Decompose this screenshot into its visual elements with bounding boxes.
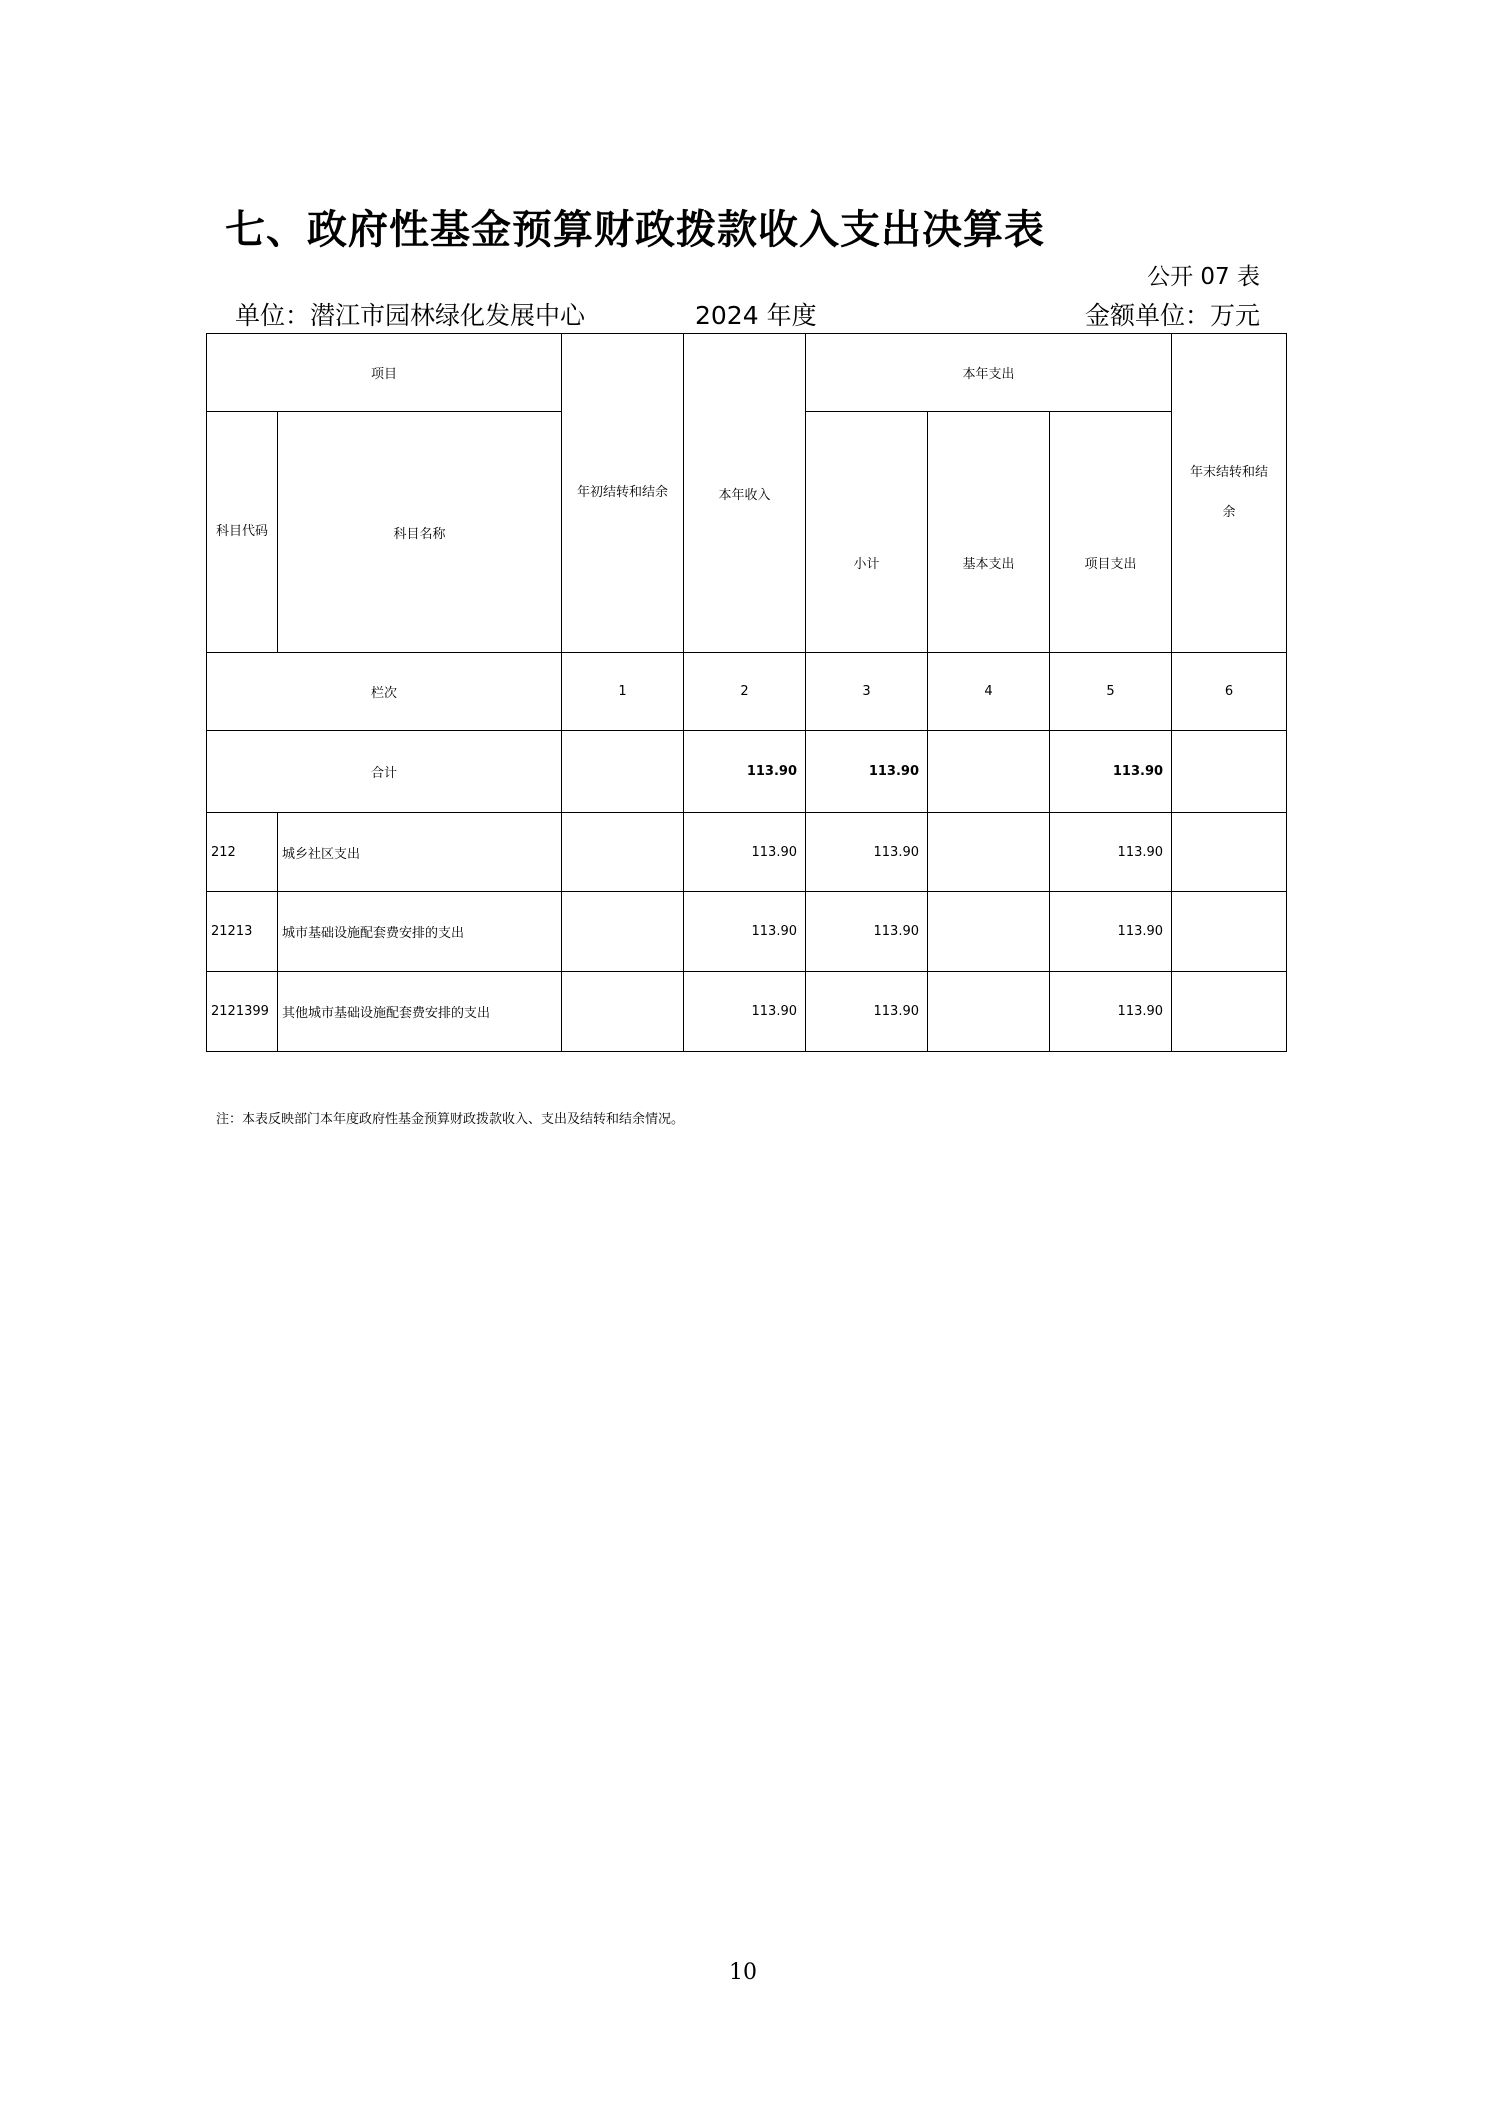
row-begin-balance bbox=[562, 972, 684, 1052]
row-begin-balance bbox=[562, 892, 684, 972]
header-end-balance: 年末结转和结余 bbox=[1172, 334, 1287, 653]
total-label: 合计 bbox=[207, 731, 562, 813]
row-name: 城市基础设施配套费安排的支出 bbox=[278, 892, 562, 972]
table-row bbox=[207, 972, 1287, 1052]
row-income: 113.90 bbox=[684, 972, 806, 1052]
page-number: 10 bbox=[729, 1960, 757, 1985]
header-income: 本年收入 bbox=[684, 334, 806, 653]
header-item: 项目 bbox=[207, 334, 562, 412]
total-project: 113.90 bbox=[1050, 731, 1172, 813]
total-income: 113.90 bbox=[684, 731, 806, 813]
row-project: 113.90 bbox=[1050, 813, 1172, 892]
header-expense-group: 本年支出 bbox=[806, 334, 1172, 412]
index-col-6: 6 bbox=[1172, 653, 1287, 731]
total-end-balance bbox=[1172, 731, 1287, 813]
budget-table bbox=[206, 333, 1287, 1052]
index-col-4: 4 bbox=[928, 653, 1050, 731]
row-income: 113.90 bbox=[684, 892, 806, 972]
row-end-balance bbox=[1172, 892, 1287, 972]
row-project: 113.90 bbox=[1050, 972, 1172, 1052]
header-code: 科目代码 bbox=[207, 412, 278, 653]
row-code: 212 bbox=[207, 813, 278, 892]
unit-label: 单位：潜江市园林绿化发展中心 bbox=[235, 301, 586, 330]
row-subtotal: 113.90 bbox=[806, 813, 928, 892]
row-end-balance bbox=[1172, 813, 1287, 892]
row-code: 2121399 bbox=[207, 972, 278, 1052]
header-row-1 bbox=[207, 334, 1287, 412]
row-basic bbox=[928, 892, 1050, 972]
row-income: 113.90 bbox=[684, 813, 806, 892]
total-row bbox=[207, 731, 1287, 813]
money-unit-label: 金额单位：万元 bbox=[1084, 301, 1260, 330]
total-begin-balance bbox=[562, 731, 684, 813]
index-row bbox=[207, 653, 1287, 731]
row-code: 21213 bbox=[207, 892, 278, 972]
table-row bbox=[207, 892, 1287, 972]
index-col-2: 2 bbox=[684, 653, 806, 731]
row-begin-balance bbox=[562, 813, 684, 892]
table-row bbox=[207, 813, 1287, 892]
header-project: 项目支出 bbox=[1050, 412, 1172, 653]
row-project: 113.90 bbox=[1050, 892, 1172, 972]
row-subtotal: 113.90 bbox=[806, 892, 928, 972]
total-basic bbox=[928, 731, 1050, 813]
row-subtotal: 113.90 bbox=[806, 972, 928, 1052]
form-number: 公开 07 表 bbox=[1147, 264, 1260, 290]
row-name: 城乡社区支出 bbox=[278, 813, 562, 892]
year-label: 2024 年度 bbox=[695, 301, 817, 330]
header-basic: 基本支出 bbox=[928, 412, 1050, 653]
index-label: 栏次 bbox=[207, 653, 562, 731]
page-title: 七、政府性基金预算财政拨款收入支出决算表 bbox=[225, 207, 1045, 253]
index-col-3: 3 bbox=[806, 653, 928, 731]
header-subtotal: 小计 bbox=[806, 412, 928, 653]
index-col-5: 5 bbox=[1050, 653, 1172, 731]
header-name: 科目名称 bbox=[278, 412, 562, 653]
row-end-balance bbox=[1172, 972, 1287, 1052]
total-subtotal: 113.90 bbox=[806, 731, 928, 813]
header-begin-balance: 年初结转和结余 bbox=[562, 334, 684, 653]
index-col-1: 1 bbox=[562, 653, 684, 731]
row-name: 其他城市基础设施配套费安排的支出 bbox=[278, 972, 562, 1052]
row-basic bbox=[928, 972, 1050, 1052]
row-basic bbox=[928, 813, 1050, 892]
table-note: 注：本表反映部门本年度政府性基金预算财政拨款收入、支出及结转和结余情况。 bbox=[216, 1112, 685, 1127]
